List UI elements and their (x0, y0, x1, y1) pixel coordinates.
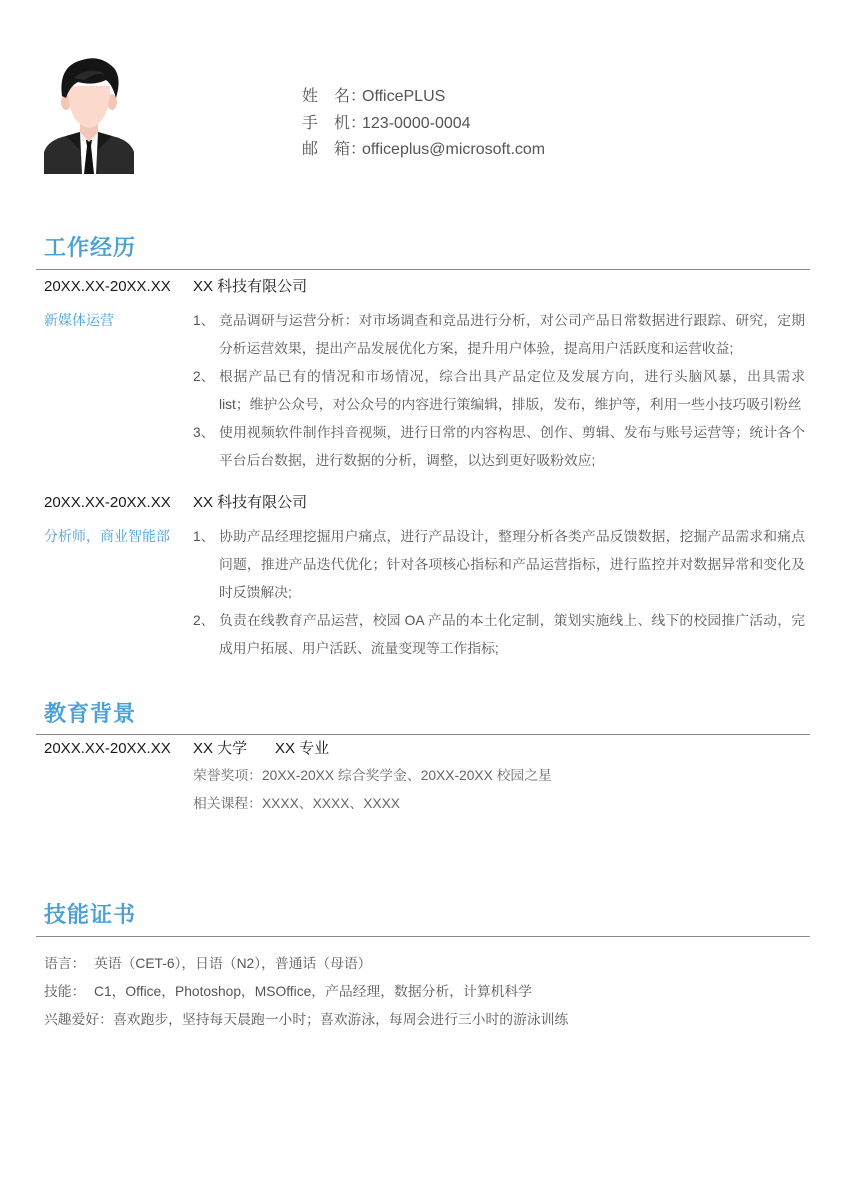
duty-text: 根据产品已有的情况和市场情况，综合出具产品定位及发展方向，进行头脑风暴，出具需求 list；维护公众号，对公众号的内容进行策编辑，排版，发布，维护等，利用一些小技巧吸引粉丝 (219, 369, 805, 412)
duty-number: 1、 (193, 529, 215, 544)
duty-number: 2、 (193, 613, 215, 628)
skill-value: 英语（CET-6），日语（N2），普通话（母语） (94, 956, 372, 971)
work-company: XX 科技有限公司 (193, 494, 308, 511)
duty-item (193, 307, 805, 363)
duty-number: 2、 (193, 369, 215, 384)
duty-number: 1、 (193, 313, 215, 328)
skill-label: 技能： (44, 984, 86, 999)
skill-item-language (44, 950, 810, 978)
work-role: 分析师，商业智能部 (44, 528, 170, 544)
phone-row (302, 113, 545, 140)
education-honors: 荣誉奖项：20XX-20XX 综合奖学金、20XX-20XX 校园之星 (193, 768, 552, 783)
work-date: 20XX.XX-20XX.XX (44, 278, 171, 295)
section-title-skills: 技能证书 (44, 902, 137, 927)
work-entry-header (44, 272, 810, 302)
section-title-work: 工作经历 (44, 235, 137, 260)
duty-item (193, 363, 805, 419)
duty-text: 负责在线教育产品运营，校园 OA 产品的本土化定制，策划实施线上、线下的校园推广活动，完成用户拓展、用户活跃、流量变现等工作指标; (219, 613, 805, 656)
section-divider (36, 936, 810, 937)
email-row (302, 139, 545, 166)
skills-list (44, 950, 810, 1034)
skill-label: 兴趣爱好： (44, 1012, 113, 1027)
work-entry-header (44, 488, 810, 518)
phone-value: 123-0000-0004 (362, 114, 471, 132)
skill-item-skills (44, 978, 810, 1006)
avatar (44, 52, 134, 174)
name-value: OfficePLUS (362, 88, 446, 105)
duty-item (193, 523, 805, 607)
duty-text: 协助产品经理挖掘用户痛点，进行产品设计，整理分析各类产品反馈数据，挖掘产品需求和痛点问题，推进产品迭代优化；针对各项核心指标和产品运营指标，进行监控并对数据异常和变化及时反馈解决; (219, 529, 805, 600)
section-divider (36, 269, 810, 270)
education-courses: 相关课程：XXXX、XXXX、XXXX (193, 796, 401, 811)
work-duties (193, 307, 805, 475)
education-major: XX 专业 (275, 740, 330, 757)
education-school: XX 大学 (193, 740, 248, 757)
duty-item (193, 419, 805, 475)
work-role: 新媒体运营 (44, 312, 114, 328)
person-avatar-icon (44, 52, 134, 174)
work-entry (44, 272, 810, 468)
name-row (302, 86, 545, 113)
education-header (44, 736, 810, 762)
work-entry (44, 488, 810, 656)
name-label: 姓 名： (302, 88, 367, 105)
skill-value: 喜欢跑步，坚持每天晨跑一小时；喜欢游泳，每周会进行三小时的游泳训练 (112, 1012, 569, 1027)
section-title-education: 教育背景 (44, 701, 137, 726)
work-date: 20XX.XX-20XX.XX (44, 494, 171, 511)
duty-text: 使用视频软件制作抖音视频，进行日常的内容构思、创作、剪辑、发布与账号运营等；统计各个平台后台数据，进行数据的分析，调整，以达到更好吸粉效应; (219, 425, 805, 468)
duty-text: 竞品调研与运营分析：对市场调查和竞品进行分析，对公司产品日常数据进行跟踪、研究，定期分析运营效果，提出产品发展优化方案，提升用户体验，提高用户活跃度和运营收益; (219, 313, 805, 356)
education-entry (44, 736, 810, 818)
duty-item (193, 607, 805, 663)
education-date: 20XX.XX-20XX.XX (44, 740, 171, 757)
work-duties (193, 523, 805, 663)
email-label: 邮 箱： (302, 141, 367, 158)
section-divider (36, 734, 810, 735)
work-company: XX 科技有限公司 (193, 278, 308, 295)
email-value: officeplus@microsoft.com (362, 141, 546, 158)
phone-label: 手 机： (302, 114, 367, 132)
skill-item-hobbies (44, 1006, 810, 1034)
skill-label: 语言： (44, 956, 86, 971)
contact-info (302, 86, 545, 166)
duty-number: 3、 (193, 425, 215, 440)
skill-value: C1，Office，Photoshop，MSOffice，产品经理，数据分析，计算机科学 (94, 984, 533, 999)
